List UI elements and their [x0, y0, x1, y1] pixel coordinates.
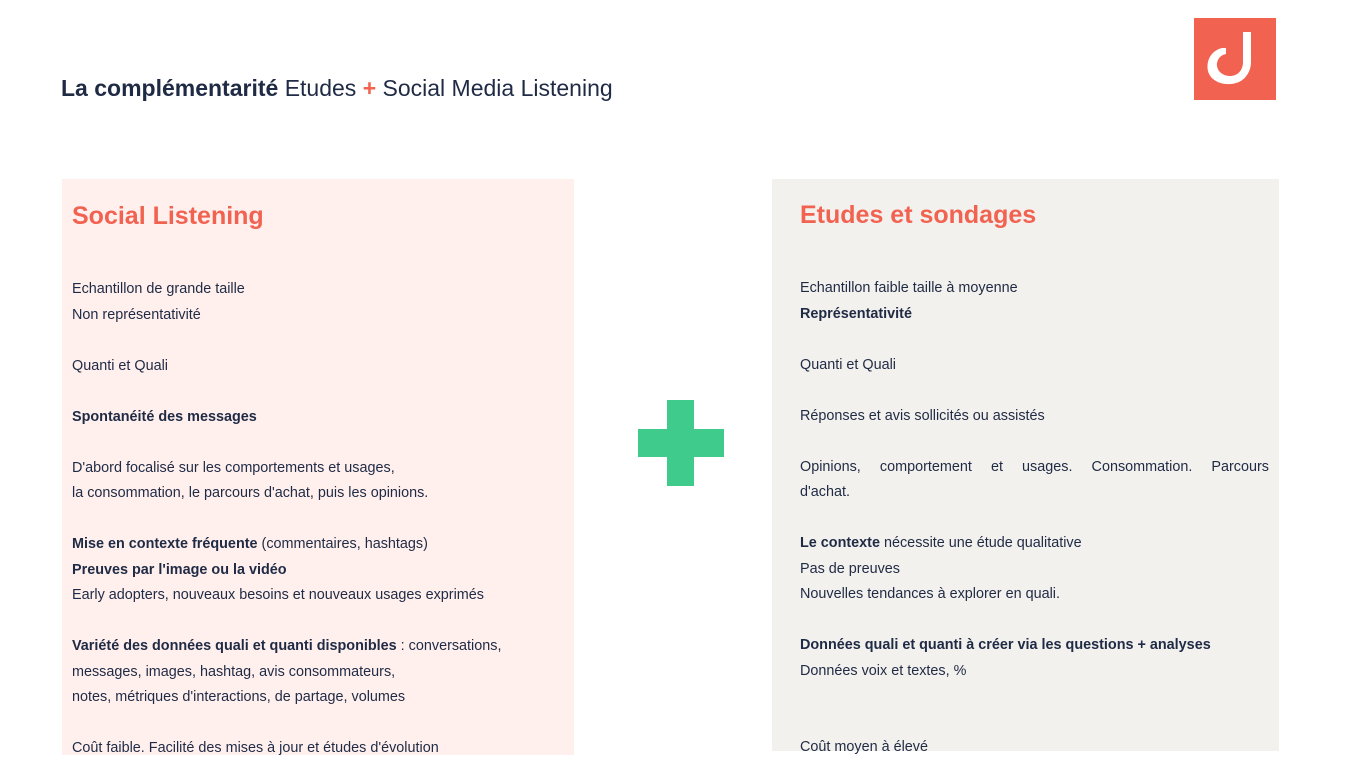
brand-d-logo-icon: [1194, 18, 1276, 100]
title-part1: Etudes: [284, 75, 357, 101]
list-item: la consommation, le parcours d'achat, puis les opinions.: [72, 485, 429, 501]
list-item: Coût faible. Facilité des mises à jour et études d'évolution: [72, 740, 439, 756]
bold-text: Preuves par l'image ou la vidéo: [72, 561, 287, 578]
list-item: [72, 532, 564, 558]
social-listening-heading: Social Listening: [72, 202, 264, 230]
list-item: Echantillon faible taille à moyenne: [800, 280, 1018, 296]
list-item: [800, 633, 1269, 659]
list-item: Quanti et Quali: [800, 356, 896, 373]
list-item: Coût moyen à élevé: [800, 739, 928, 755]
bold-text: Mise en contexte fréquente: [72, 536, 258, 552]
list-item: Réponses et avis sollicités ou assistés: [800, 407, 1045, 424]
bold-text: Données quali et quanti à créer via les questions + analyses: [800, 637, 1211, 653]
list-item: [800, 302, 1269, 328]
bold-text: Variété des données quali et quanti disponibles: [72, 638, 397, 654]
list-item: d'achat.: [800, 484, 850, 500]
bold-text: Représentativité: [800, 305, 912, 322]
list-item: Nouvelles tendances à explorer en quali.: [800, 586, 1060, 602]
list-item: messages, images, hashtag, avis consommateurs,: [72, 663, 396, 680]
list-item: [72, 634, 564, 660]
title-bold: La complémentarité: [61, 75, 279, 101]
list-item: D'abord focalisé sur les comportements et usages,: [72, 459, 395, 476]
page-title: [61, 72, 613, 104]
list-item: Non représentativité: [72, 306, 201, 323]
list-item: Pas de preuves: [800, 560, 900, 577]
list-item: Opinions, comportement et usages. Consommation. Parcours: [800, 458, 1269, 475]
plain-text: : conversations,: [396, 638, 502, 654]
list-item: [72, 558, 564, 584]
etudes-sondages-heading: Etudes et sondages: [800, 201, 1037, 229]
list-item: [72, 405, 564, 431]
plain-text: (commentaires, hashtags): [257, 536, 428, 552]
list-item: Early adopters, nouveaux besoins et nouveaux usages exprimés: [72, 587, 484, 603]
list-item: notes, métriques d'interactions, de partage, volumes: [72, 689, 406, 705]
social-listening-panel: [62, 179, 574, 755]
plus-icon: [638, 400, 724, 486]
list-item: Données voix et textes, %: [800, 662, 967, 679]
etudes-sondages-panel: [772, 179, 1279, 755]
plain-text: nécessite une étude qualitative: [879, 535, 1082, 551]
bold-text: Spontanéité des messages: [72, 408, 257, 425]
list-item: Echantillon de grande taille: [72, 281, 245, 297]
list-item: Quanti et Quali: [72, 357, 168, 374]
title-plus: +: [362, 75, 377, 101]
list-item: [800, 531, 1269, 557]
title-part2: Social Media Listening: [382, 75, 613, 101]
bold-text: Le contexte: [800, 535, 880, 551]
